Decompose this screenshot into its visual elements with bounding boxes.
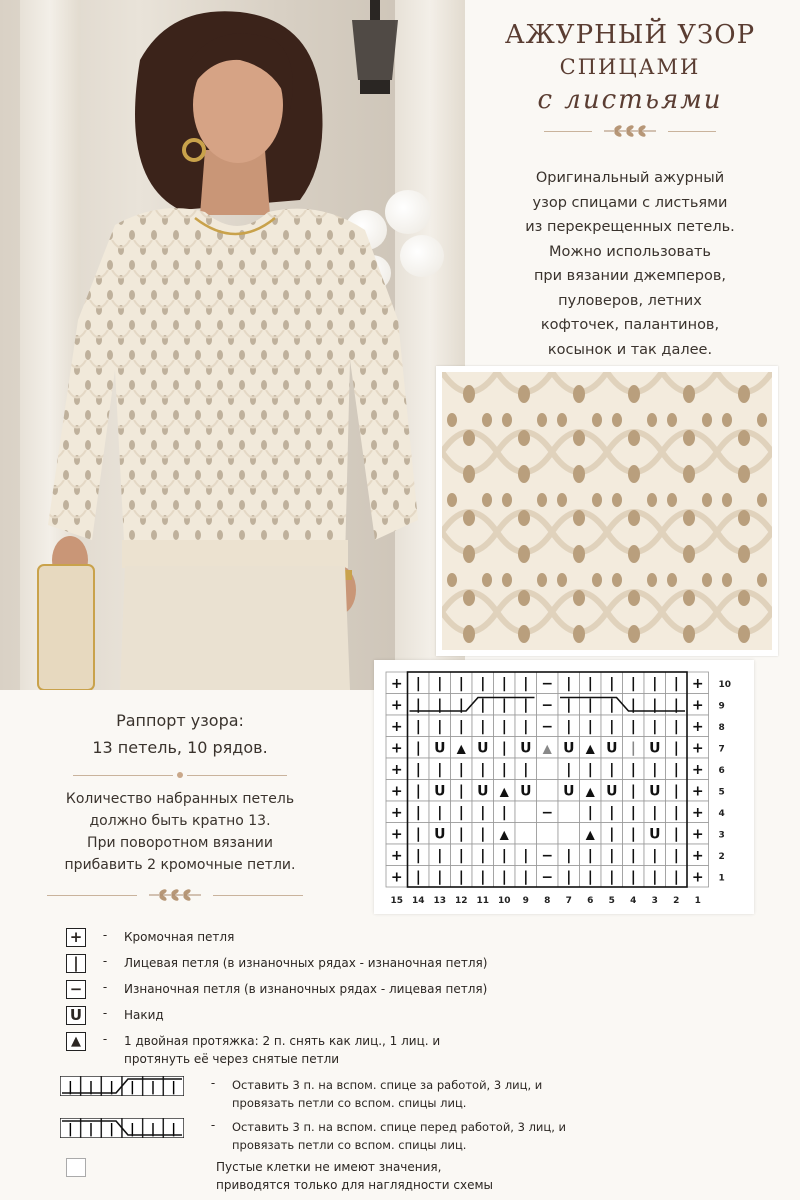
chart-symbol: | [437, 804, 443, 821]
chart-symbol: | [566, 697, 572, 714]
column-number: 15 [390, 896, 404, 906]
svg-text:|: | [150, 1122, 156, 1137]
chart-symbol: | [673, 826, 679, 843]
chart-symbol: U [520, 740, 532, 757]
chart-symbol: | [630, 697, 636, 714]
chart-symbol: − [541, 697, 554, 714]
column-number: 12 [454, 896, 468, 906]
chart-symbol: U [477, 783, 489, 800]
chart-cell [558, 801, 580, 823]
svg-text:|: | [129, 1122, 135, 1137]
chart-symbol: + [691, 869, 704, 886]
chart-symbol: ▲ [542, 741, 552, 756]
chart-symbol: | [609, 804, 615, 821]
chart-symbol: | [587, 718, 593, 735]
chart-symbol: | [587, 847, 593, 864]
chart-cell [558, 823, 580, 845]
svg-text:|: | [129, 1080, 135, 1095]
chart-cell [515, 823, 537, 845]
row-number: 6 [718, 765, 725, 776]
chart-symbol: | [480, 826, 486, 843]
chart-symbol: | [437, 675, 443, 692]
chart-symbol: + [390, 804, 403, 821]
svg-text:|: | [88, 1080, 94, 1095]
svg-text:|: | [88, 1122, 94, 1137]
chart-symbol: | [587, 804, 593, 821]
legend-item: Пустые клетки не имеют значения, приводятся только для наглядности схемы [60, 1158, 493, 1194]
yarn-over-icon: U [66, 1006, 86, 1025]
chart-symbol: U [563, 783, 575, 800]
description: Оригинальный ажурный узор спицами с листьями из перекрещенных петель. Можно использовать при вязании джемперов, пуловеров, летних кофточек, палантинов, косынок и так далее. [525, 170, 735, 358]
column-number: 3 [651, 896, 658, 906]
chart-symbol: | [630, 826, 636, 843]
chart-symbol: − [541, 804, 554, 821]
chart-symbol: | [523, 761, 529, 778]
chart-symbol: | [501, 718, 507, 735]
row-number: 5 [718, 787, 725, 798]
chart-symbol: | [437, 869, 443, 886]
chart-symbol: | [673, 740, 679, 757]
row-number: 2 [718, 851, 725, 862]
chart-symbol: | [609, 718, 615, 735]
chart-symbol: U [434, 783, 446, 800]
chart-symbol: − [541, 847, 554, 864]
chart-symbol: | [652, 804, 658, 821]
chart-symbol: | [652, 718, 658, 735]
chart-symbol: | [501, 804, 507, 821]
chart-symbol: | [566, 675, 572, 692]
chart-symbol: | [501, 697, 507, 714]
chart-symbol: | [673, 847, 679, 864]
chart-symbol: | [415, 826, 421, 843]
chart-symbol: | [415, 740, 421, 757]
column-number: 9 [522, 896, 529, 906]
chart-symbol: | [501, 675, 507, 692]
chart-symbol: | [630, 675, 636, 692]
chart-symbol: | [415, 783, 421, 800]
chart-symbol: | [652, 761, 658, 778]
chart-symbol: ▲ [499, 784, 509, 799]
ornament-divider [470, 124, 790, 138]
row-number: 10 [718, 679, 732, 690]
chart-symbol: | [673, 761, 679, 778]
chart-symbol: U [606, 740, 618, 757]
chart-symbol: | [587, 697, 593, 714]
chart-symbol: | [609, 826, 615, 843]
page-title: АЖУРНЫЙ УЗОР [504, 20, 756, 50]
chart-symbol: U [563, 740, 575, 757]
chart-symbol: + [390, 783, 403, 800]
chart-symbol: ▲ [585, 741, 595, 756]
chart-symbol: | [501, 761, 507, 778]
chart-symbol: | [501, 740, 507, 757]
row-number: 3 [718, 830, 725, 841]
chart-symbol: U [434, 740, 446, 757]
chart-symbol: | [652, 847, 658, 864]
leaf-branch-icon [145, 888, 205, 902]
chart-symbol: | [437, 718, 443, 735]
chart-symbol: | [480, 847, 486, 864]
chart-symbol: | [458, 697, 464, 714]
svg-text:|: | [67, 1080, 73, 1095]
chart-symbol: | [415, 675, 421, 692]
chart-symbol: | [609, 761, 615, 778]
chart-symbol: | [437, 761, 443, 778]
page-subtitle: СПИЦАМИ [559, 55, 701, 79]
chart-symbol: | [458, 718, 464, 735]
column-number: 13 [433, 896, 447, 906]
chart-symbol: | [523, 869, 529, 886]
column-number: 4 [630, 896, 637, 906]
chart-symbol: + [390, 847, 403, 864]
chart-symbol: ▲ [585, 784, 595, 799]
chart-symbol: + [691, 718, 704, 735]
chart-symbol: U [434, 826, 446, 843]
chart-symbol: U [477, 740, 489, 757]
chart-symbol: | [415, 847, 421, 864]
purl-stitch-icon: − [66, 980, 86, 999]
chart-symbol: | [415, 718, 421, 735]
chart-symbol: | [630, 761, 636, 778]
row-number: 4 [718, 808, 725, 819]
chart-symbol: + [691, 697, 704, 714]
chart-symbol: | [652, 697, 658, 714]
chart-symbol: | [673, 869, 679, 886]
cable-front-icon [60, 1118, 184, 1138]
chart-symbol: + [691, 804, 704, 821]
svg-text:|: | [109, 1080, 115, 1095]
title-block [470, 18, 790, 144]
chart-symbol: + [691, 783, 704, 800]
chart-symbol: ▲ [585, 827, 595, 842]
chart-symbol: | [630, 804, 636, 821]
chart-symbol: + [390, 740, 403, 757]
chart-symbol: | [630, 783, 636, 800]
chart-symbol: + [390, 675, 403, 692]
chart-symbol: | [609, 675, 615, 692]
chart-cell [537, 780, 559, 802]
chart-symbol: | [630, 718, 636, 735]
empty-cell-icon [66, 1158, 86, 1177]
chart-symbol: | [480, 761, 486, 778]
chart-symbol: | [480, 718, 486, 735]
chart-symbol: | [673, 804, 679, 821]
legend-item: | | | | | | - Оставить 3 п. на вспом. спице за работой, 3 лиц, и провязать петли со вспом. спицы лиц. [60, 1076, 542, 1112]
knit-stitch-icon: | [66, 954, 86, 973]
double-decrease-icon: ▲ [66, 1032, 86, 1051]
chart-symbol: | [566, 847, 572, 864]
cable-back-icon [60, 1076, 184, 1096]
legend-item: − - Изнаночная петля (в изнаночных рядах - лицевая петля) [60, 980, 487, 999]
edge-stitch-icon: + [66, 928, 86, 947]
chart-symbol: | [673, 718, 679, 735]
chart-symbol: | [458, 826, 464, 843]
chart-symbol: + [691, 847, 704, 864]
model-photo [0, 0, 465, 690]
column-number: 5 [608, 896, 615, 906]
knitting-chart [374, 660, 754, 914]
chart-symbol: ▲ [499, 827, 509, 842]
chart-symbol: | [673, 783, 679, 800]
chart-symbol: | [630, 869, 636, 886]
chart-symbol: U [649, 740, 661, 757]
chart-symbol: | [566, 761, 572, 778]
column-number: 1 [694, 896, 701, 906]
rapport-title: Раппорт узора: [116, 711, 244, 730]
chart-symbol: ▲ [456, 741, 466, 756]
column-number: 11 [476, 896, 490, 906]
chart-symbol: + [390, 761, 403, 778]
legend-item: | - Лицевая петля (в изнаночных рядах - изнаночная петля) [60, 954, 487, 973]
chart-symbol: | [523, 718, 529, 735]
chart-symbol: | [673, 697, 679, 714]
chart-symbol: | [523, 847, 529, 864]
chart-symbol: | [587, 869, 593, 886]
svg-text:|: | [67, 1122, 73, 1137]
legend-item: | | | | | | - Оставить 3 п. на вспом. спице перед работой, 3 лиц, и провязать петли со вспом. спицы лиц. [60, 1118, 566, 1154]
chart-symbol: | [566, 718, 572, 735]
chart-symbol: − [541, 718, 554, 735]
chart-symbol: U [606, 783, 618, 800]
chart-symbol: | [652, 675, 658, 692]
column-number: 6 [587, 896, 594, 906]
legend-item: U - Накид [60, 1006, 164, 1025]
column-number: 8 [544, 896, 551, 906]
chart-symbol: | [566, 869, 572, 886]
chart-symbol: | [501, 847, 507, 864]
chart-symbol: | [458, 847, 464, 864]
chart-symbol: | [458, 869, 464, 886]
chart-symbol: | [523, 697, 529, 714]
rapport-value: 13 петель, 10 рядов. [92, 738, 268, 757]
chart-symbol: + [691, 826, 704, 843]
chart-symbol: | [480, 804, 486, 821]
chart-grid [374, 660, 754, 914]
row-number: 1 [718, 873, 725, 884]
chart-symbol: | [415, 804, 421, 821]
chart-symbol: | [458, 761, 464, 778]
chart-cell [537, 823, 559, 845]
chart-symbol: | [609, 697, 615, 714]
chart-symbol: U [649, 826, 661, 843]
woman-in-sweater [0, 0, 465, 690]
row-number: 7 [718, 744, 725, 755]
column-number: 14 [411, 896, 425, 906]
row-number: 9 [718, 701, 725, 712]
chart-symbol: | [415, 869, 421, 886]
svg-text:|: | [171, 1122, 177, 1137]
chart-symbol: | [630, 847, 636, 864]
chart-symbol: + [691, 740, 704, 757]
chart-symbol: | [609, 847, 615, 864]
chart-symbol: + [691, 675, 704, 692]
column-number: 7 [565, 896, 572, 906]
chart-symbol: + [691, 761, 704, 778]
chart-symbol: U [520, 783, 532, 800]
chart-symbol: | [523, 675, 529, 692]
chart-symbol: | [673, 675, 679, 692]
knitted-swatch-photo [436, 366, 778, 656]
chart-symbol: | [630, 740, 636, 757]
chart-symbol: + [390, 697, 403, 714]
chart-symbol: | [437, 847, 443, 864]
chart-symbol: | [652, 869, 658, 886]
chart-symbol: | [501, 869, 507, 886]
chart-symbol: | [458, 675, 464, 692]
chart-cell [515, 801, 537, 823]
column-number: 2 [673, 896, 680, 906]
chart-cell [537, 758, 559, 780]
dot-divider [30, 772, 330, 778]
chart-symbol: | [437, 697, 443, 714]
chart-symbol: | [415, 697, 421, 714]
chart-symbol: | [587, 675, 593, 692]
chart-symbol: | [480, 697, 486, 714]
chart-symbol: − [541, 675, 554, 692]
chart-symbol: U [649, 783, 661, 800]
svg-text:|: | [150, 1080, 156, 1095]
rapport-info [30, 708, 330, 876]
page-subtitle-script: с листьями [537, 85, 723, 115]
column-number: 10 [497, 896, 511, 906]
row-number: 8 [718, 722, 725, 733]
chart-symbol: + [390, 826, 403, 843]
chart-symbol: + [390, 869, 403, 886]
chart-symbol: | [458, 804, 464, 821]
legend-item: + - Кромочная петля [60, 928, 234, 947]
leaf-branch-icon [600, 124, 660, 138]
chart-symbol: | [480, 675, 486, 692]
chart-symbol: | [609, 869, 615, 886]
chart-symbol: | [458, 783, 464, 800]
svg-text:|: | [109, 1122, 115, 1137]
chart-symbol: | [587, 761, 593, 778]
legend-item: ▲ - 1 двойная протяжка: 2 п. снять как лиц., 1 лиц. и протянуть её через снятые петли [60, 1032, 440, 1068]
chart-symbol: | [415, 761, 421, 778]
chart-symbol: − [541, 869, 554, 886]
chart-symbol: | [480, 869, 486, 886]
svg-text:|: | [171, 1080, 177, 1095]
ornament-divider [40, 888, 310, 902]
chart-symbol: + [390, 718, 403, 735]
rapport-note: Количество набранных петель должно быть кратно 13. При поворотном вязании прибавить 2 кромочные петли. [64, 791, 296, 873]
